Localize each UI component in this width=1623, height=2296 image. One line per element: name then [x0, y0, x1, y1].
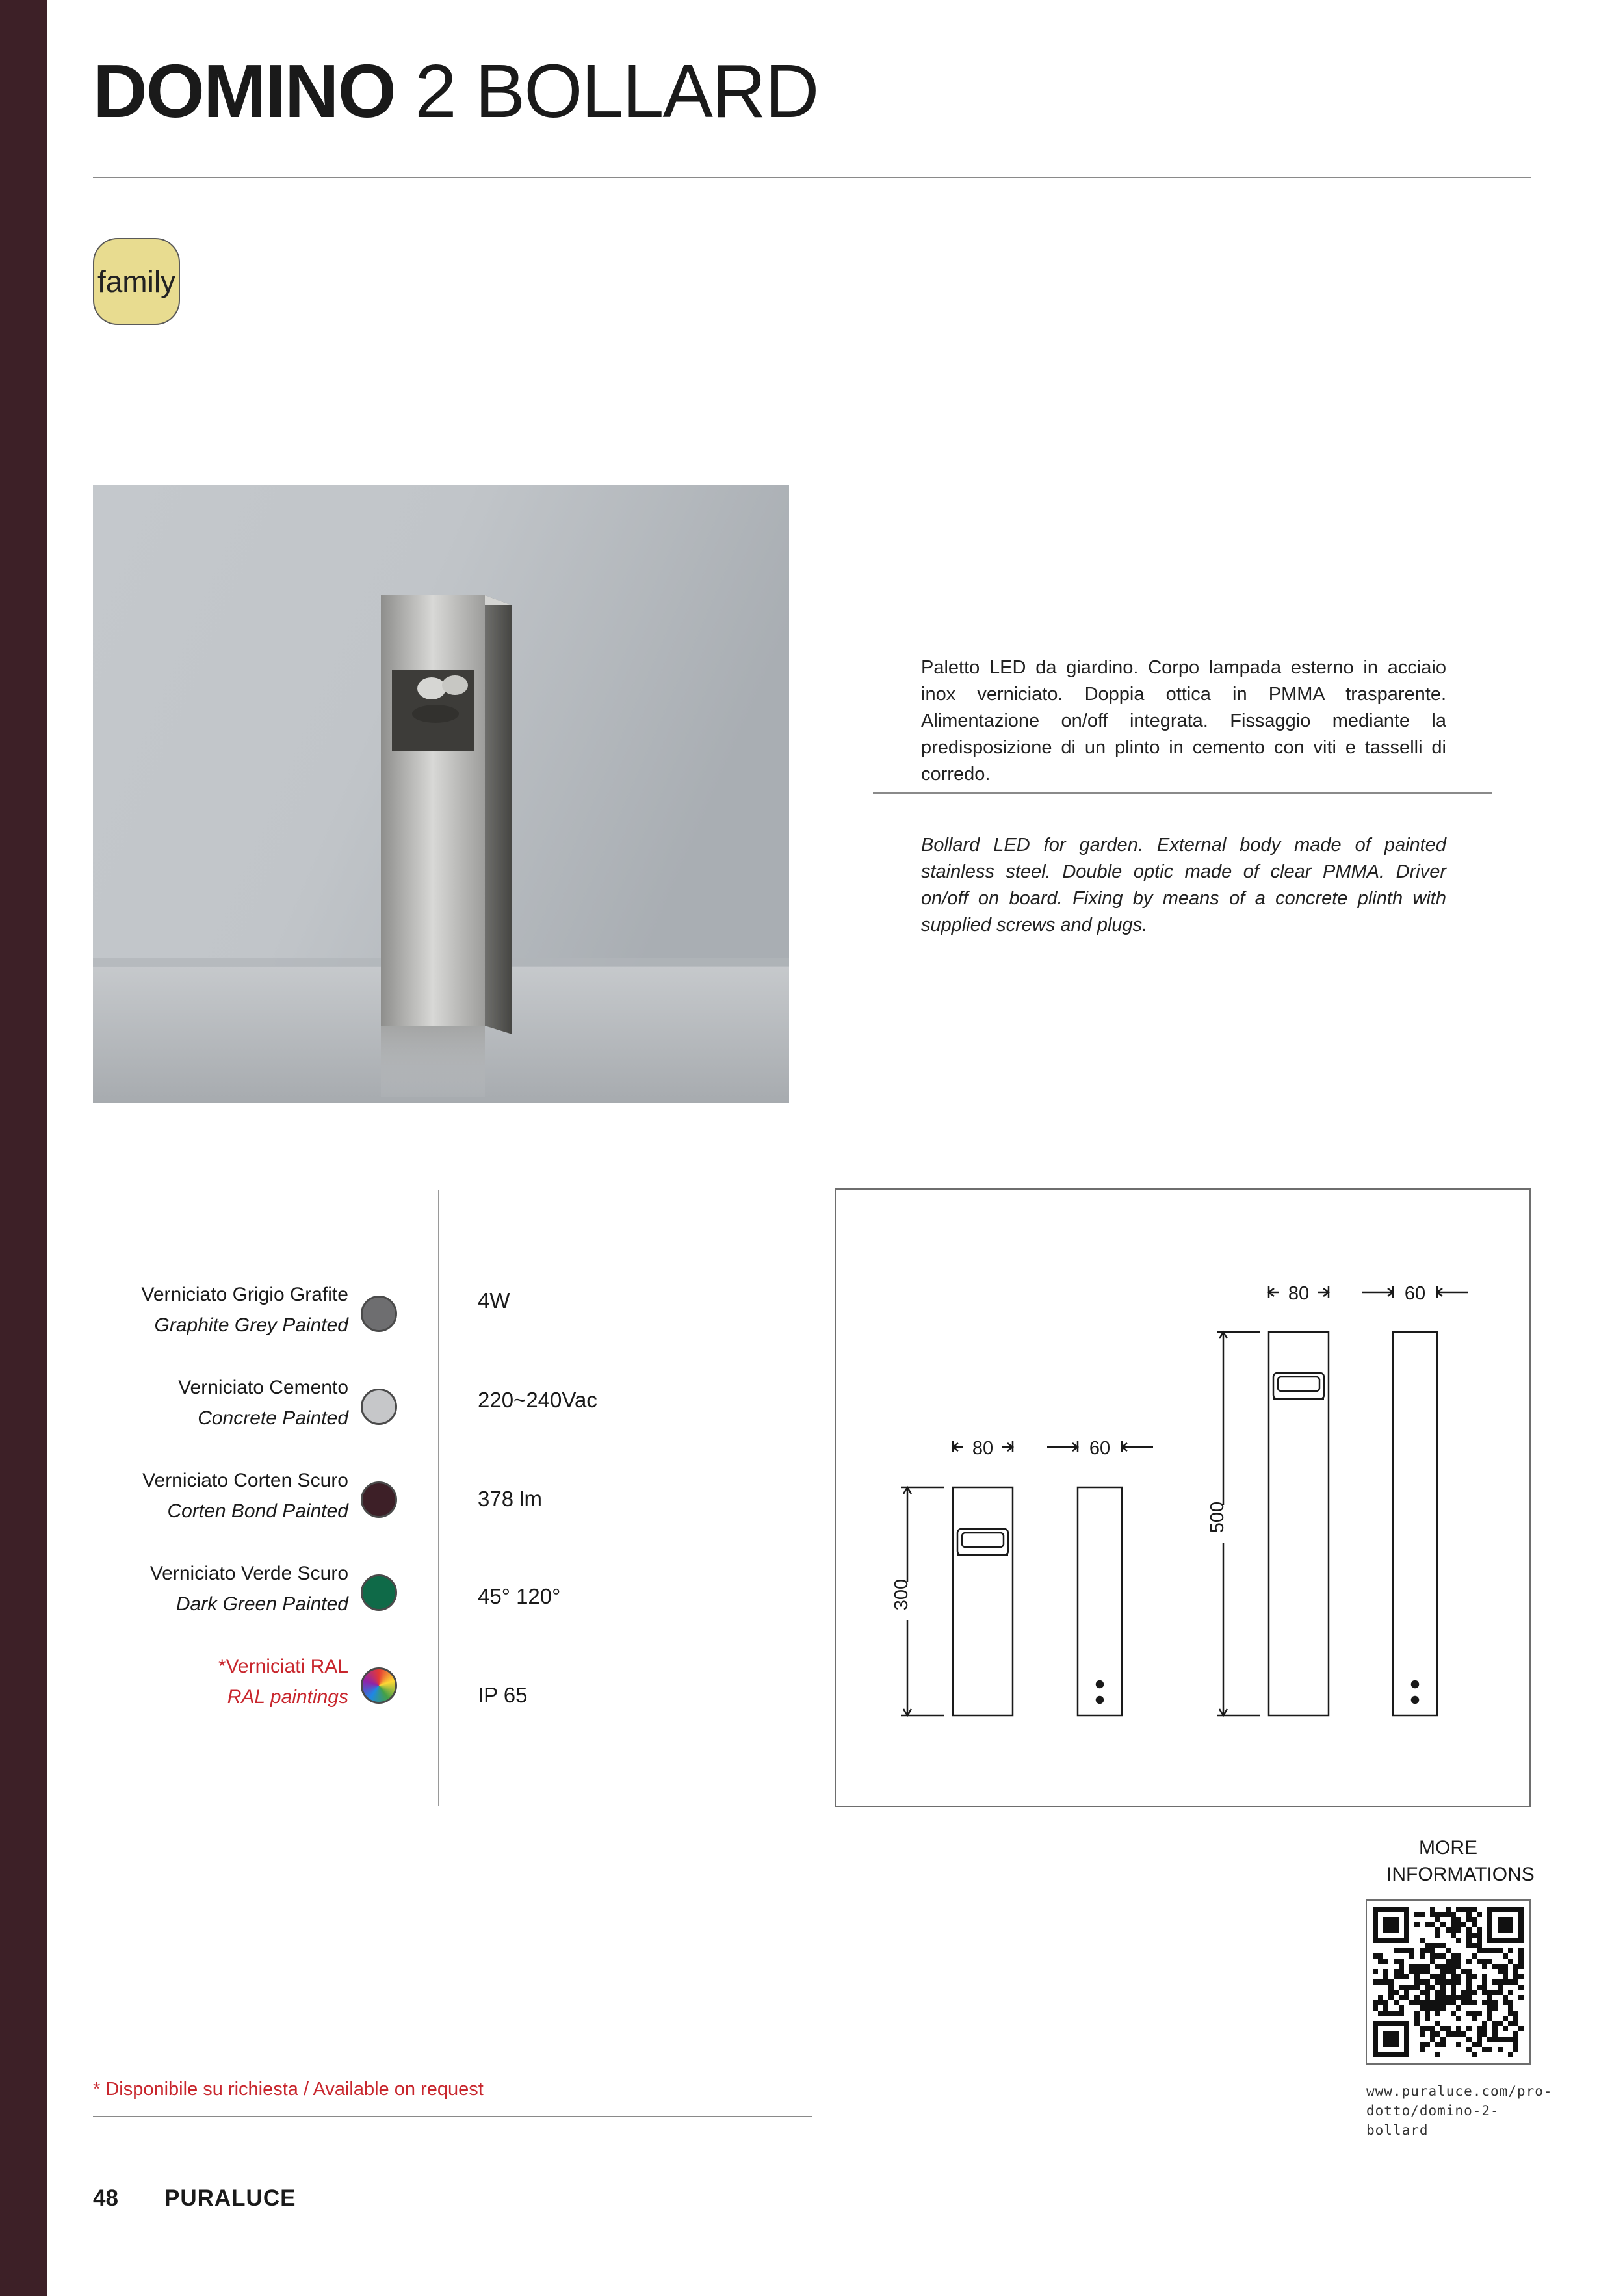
specs-divider: [438, 1190, 439, 1806]
family-label: family: [97, 265, 176, 298]
dim-small-height: 300: [891, 1578, 912, 1611]
title-divider: [93, 177, 1531, 178]
product-url[interactable]: [1366, 2081, 1553, 2140]
swatch-concrete[interactable]: [361, 1389, 397, 1425]
finish-2-label-it: Verniciato Corten Scuro: [142, 1470, 348, 1491]
brand-name: PURALUCE: [164, 2185, 296, 2211]
product-url-line1: www.puraluce.com/pro-: [1366, 2083, 1553, 2099]
spec-voltage: 220~240Vac: [478, 1388, 597, 1412]
swatch-corten[interactable]: [361, 1481, 397, 1518]
product-photo: [93, 485, 789, 1103]
finish-3-label-it: Verniciato Verde Scuro: [149, 1563, 348, 1584]
footnote-divider: [93, 2116, 812, 2117]
dim-small-width: 80: [972, 1438, 994, 1459]
qr-code[interactable]: [1366, 1899, 1531, 2065]
finish-4-label-it: *Verniciati RAL: [218, 1656, 348, 1677]
family-badge[interactable]: [93, 238, 180, 325]
dim-large-height: 500: [1207, 1501, 1228, 1533]
description-italian: Paletto LED da giardino. Corpo lampada esterno in acciaio inox verniciato. Doppia ottica in PMMA trasparente. Alimentazione on/off integrata. Fissaggio mediante la predisposizione di un plinto in cemento con viti e tasselli di corredo.: [921, 657, 1446, 785]
page-title: [93, 46, 818, 137]
dim-small-depth: 60: [1089, 1438, 1111, 1459]
swatch-ral-rainbow[interactable]: [361, 1667, 397, 1704]
title-light: 2 BOLLARD: [415, 49, 818, 133]
sidebar-band: [0, 0, 47, 2296]
product-url-line2: dotto/domino-2-bollard: [1366, 2103, 1500, 2138]
description-english: Bollard LED for garden. External body made of painted stainless steel. Double optic made of clear PMMA. Driver on/off on board. Fixing by means of a concrete plinth with supplied screws and plugs.: [921, 835, 1446, 935]
small-bollard-front: [953, 1487, 1013, 1715]
spec-beam-angle: 45° 120°: [478, 1584, 561, 1608]
finish-0-label-it: Verniciato Grigio Grafite: [141, 1284, 348, 1305]
swatch-dark-green[interactable]: [361, 1574, 397, 1611]
more-info-label: [1386, 1834, 1535, 1888]
page-number: 48: [93, 2185, 118, 2211]
finish-2-label-en: Corten Bond Painted: [167, 1500, 348, 1522]
description-divider: [873, 792, 1492, 794]
finish-4-label-en: RAL paintings: [227, 1686, 348, 1708]
finish-3-label-en: Dark Green Painted: [175, 1593, 348, 1615]
spec-power: 4W: [478, 1288, 510, 1312]
dim-large-width: 80: [1288, 1283, 1310, 1304]
dim-large-depth: 60: [1404, 1283, 1426, 1304]
availability-footnote: * Disponibile su richiesta / Available on request: [93, 2079, 484, 2100]
finish-1-label-it: Verniciato Cemento: [178, 1377, 348, 1398]
technical-drawing: [835, 1188, 1531, 1807]
finish-1-label-en: Concrete Painted: [198, 1407, 348, 1429]
finish-0-label-en: Graphite Grey Painted: [154, 1314, 348, 1336]
spec-lumen: 378 lm: [478, 1487, 543, 1511]
large-bollard-side: [1393, 1332, 1437, 1715]
more-info-line2: INFORMATIONS: [1386, 1864, 1535, 1885]
title-bold: DOMINO: [93, 49, 395, 133]
qr-code-graphic: [1367, 1901, 1529, 2063]
swatch-graphite-grey[interactable]: [361, 1296, 397, 1332]
spec-ip-rating: IP 65: [478, 1683, 528, 1707]
more-info-line1: MORE: [1419, 1837, 1477, 1859]
